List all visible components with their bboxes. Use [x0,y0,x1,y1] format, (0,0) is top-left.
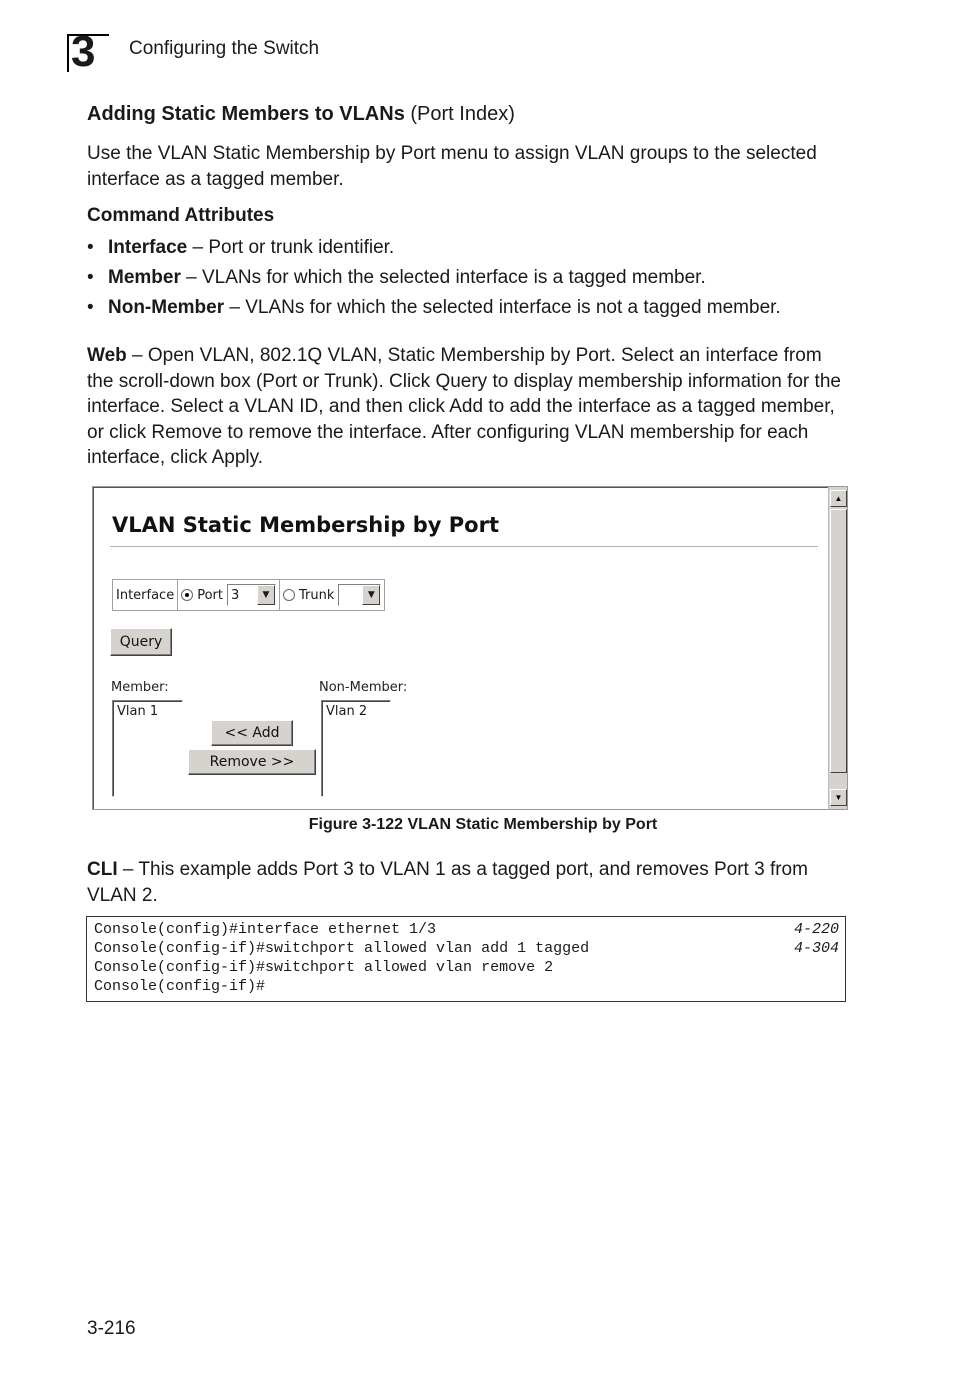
trunk-select[interactable] [338,584,381,606]
trunk-radio[interactable] [283,589,295,601]
web-text: – Open VLAN, 802.1Q VLAN, Static Membership by Port. Select an interface from the scroll-down box (Port or Trunk). Click Query to display membership information for the interface. Select a VLAN ID, and then click Add to add the interface as a tagged member, or click Remove to remove the interface. After configuring VLAN membership for each interface, click Apply. [87,345,841,468]
attribute-term: Non-Member [108,297,225,318]
port-select[interactable] [227,584,276,606]
code-line: Console(config-if)#switchport allowed vlan add 1 tagged [94,940,590,957]
chapter-number: 3 [71,27,96,76]
cli-code-block [86,916,846,1002]
query-button[interactable]: Query [110,628,172,656]
chevron-down-icon[interactable]: ▼ [257,585,275,605]
attribute-term: Interface [108,237,188,258]
code-line: Console(config)#interface ethernet 1/3 [94,921,437,938]
screenshot-content [96,490,827,806]
member-label: Member: [111,680,169,695]
figure-caption: Figure 3-122 VLAN Static Membership by Port [308,816,658,833]
scroll-down-icon[interactable]: ▼ [830,789,847,806]
scroll-up-icon[interactable]: ▲ [830,490,847,507]
bullet-icon: • [87,237,94,258]
running-title: Configuring the Switch [129,38,320,59]
attribute-term: Member [108,267,181,288]
remove-button[interactable]: Remove >> [188,749,316,775]
scroll-thumb[interactable] [830,509,847,773]
list-item[interactable]: Vlan 2 [326,704,368,719]
bullet-icon: • [87,267,94,288]
interface-label: Interface [113,580,178,610]
non-member-label: Non-Member: [319,680,408,695]
code-line: Console(config-if)#switchport allowed vlan remove 2 [94,959,554,976]
vlan-membership-screenshot [92,486,848,810]
bullet-icon: • [87,297,94,318]
cli-label: CLI [87,859,118,880]
code-line: Console(config-if)# [94,978,266,995]
attribute-desc: – Port or trunk identifier. [187,237,395,258]
web-paragraph [87,343,847,471]
non-member-listbox[interactable] [321,700,391,797]
title-divider [110,546,818,548]
section-title-rest: (Port Index) [404,103,515,125]
cli-text: – This example adds Port 3 to VLAN 1 as a tagged port, and removes Port 3 from VLAN 2. [87,859,808,906]
port-select-value: 3 [230,587,240,603]
list-item[interactable]: Vlan 1 [117,704,159,719]
chevron-down-icon[interactable]: ▼ [362,585,380,605]
web-label: Web [87,345,127,366]
trunk-label: Trunk [298,587,335,603]
command-attributes-heading: Command Attributes [87,205,275,226]
attribute-desc: – VLANs for which the selected interface is not a tagged member. [224,297,781,318]
interface-selector-row [112,579,385,611]
cli-paragraph [87,857,847,908]
section-title [87,103,515,126]
member-listbox[interactable] [112,700,183,797]
code-reference: 4-304 [793,940,839,957]
section-title-bold: Adding Static Members to VLANs [87,103,405,125]
page-number: 3-216 [87,1318,136,1339]
port-option [178,580,280,610]
attribute-desc: – VLANs for which the selected interface is a tagged member. [180,267,706,288]
trunk-option [280,580,384,610]
port-radio[interactable] [181,589,193,601]
intro-paragraph: Use the VLAN Static Membership by Port menu to assign VLAN groups to the selected interface as a tagged member. [87,143,817,190]
ui-page-title: VLAN Static Membership by Port [112,513,499,537]
port-label: Port [197,587,223,603]
add-button[interactable]: << Add [211,720,293,746]
vertical-scrollbar[interactable] [828,487,847,809]
code-reference: 4-220 [793,921,839,938]
